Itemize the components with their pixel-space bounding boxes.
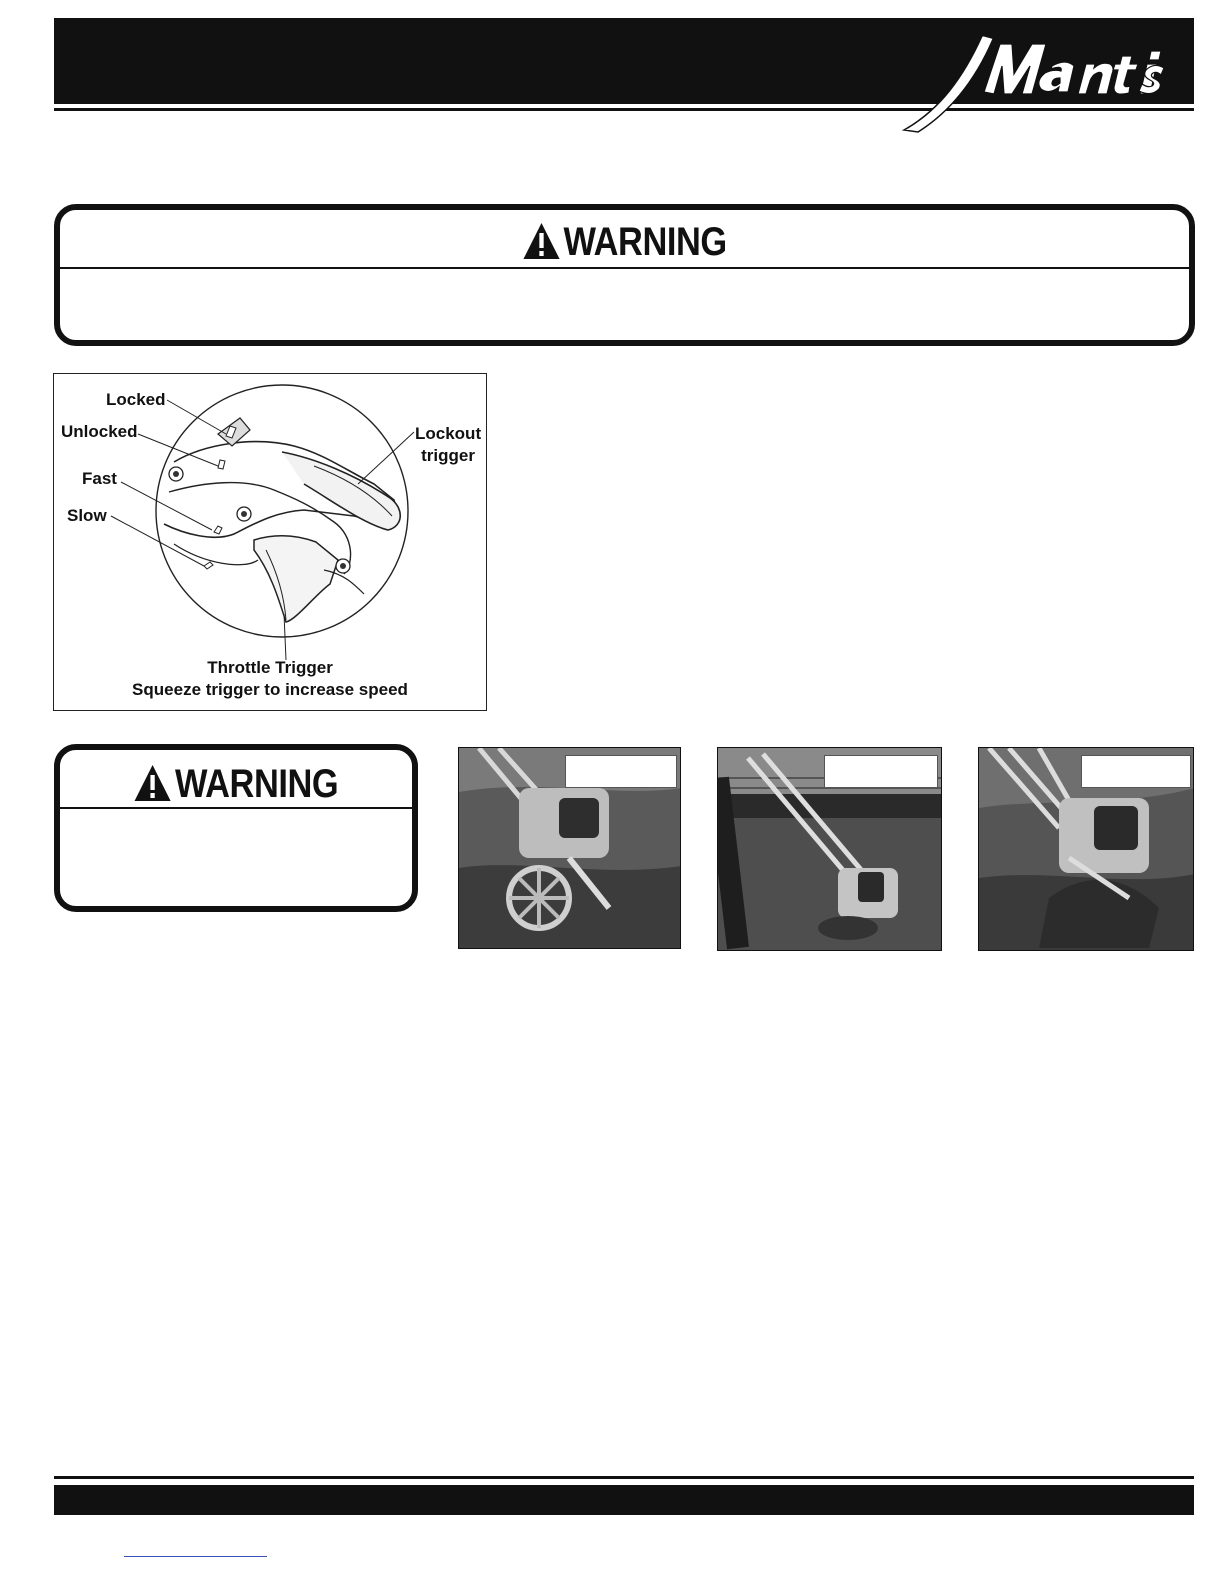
- warning-heading: WARNING: [85, 762, 388, 807]
- warning-triangle-icon: [522, 222, 560, 260]
- label-unlocked: Unlocked: [61, 422, 138, 441]
- mantis-logo: [900, 22, 1170, 134]
- figure-caption-subtitle: Squeeze trigger to increase speed: [132, 680, 408, 699]
- warning-divider: [60, 807, 412, 809]
- warning-box-top: [54, 204, 1195, 346]
- photo-label-box: [1081, 755, 1191, 788]
- warning-divider: [60, 267, 1189, 269]
- warning-triangle-icon: [134, 764, 172, 802]
- warning-box-bottom: [54, 744, 418, 912]
- label-fast: Fast: [82, 469, 117, 488]
- photo-label-box: [824, 755, 938, 788]
- warning-heading: WARNING: [139, 220, 1110, 265]
- label-locked: Locked: [106, 390, 166, 409]
- label-slow: Slow: [67, 506, 107, 525]
- throttle-trigger-figure: [53, 373, 487, 711]
- photo-label-box: [565, 755, 677, 788]
- footer-link-underline[interactable]: [124, 1556, 267, 1557]
- tiller-photo-2: [717, 747, 942, 951]
- footer-bar: [54, 1485, 1194, 1515]
- svg-text:®: ®: [1154, 93, 1163, 103]
- footer-rule: [54, 1476, 1194, 1479]
- figure-caption-title: Throttle Trigger: [207, 658, 333, 677]
- label-lockout-trigger: Lockout trigger: [415, 424, 482, 465]
- tiller-photo-1: [458, 747, 681, 949]
- tiller-photo-3: [978, 747, 1194, 951]
